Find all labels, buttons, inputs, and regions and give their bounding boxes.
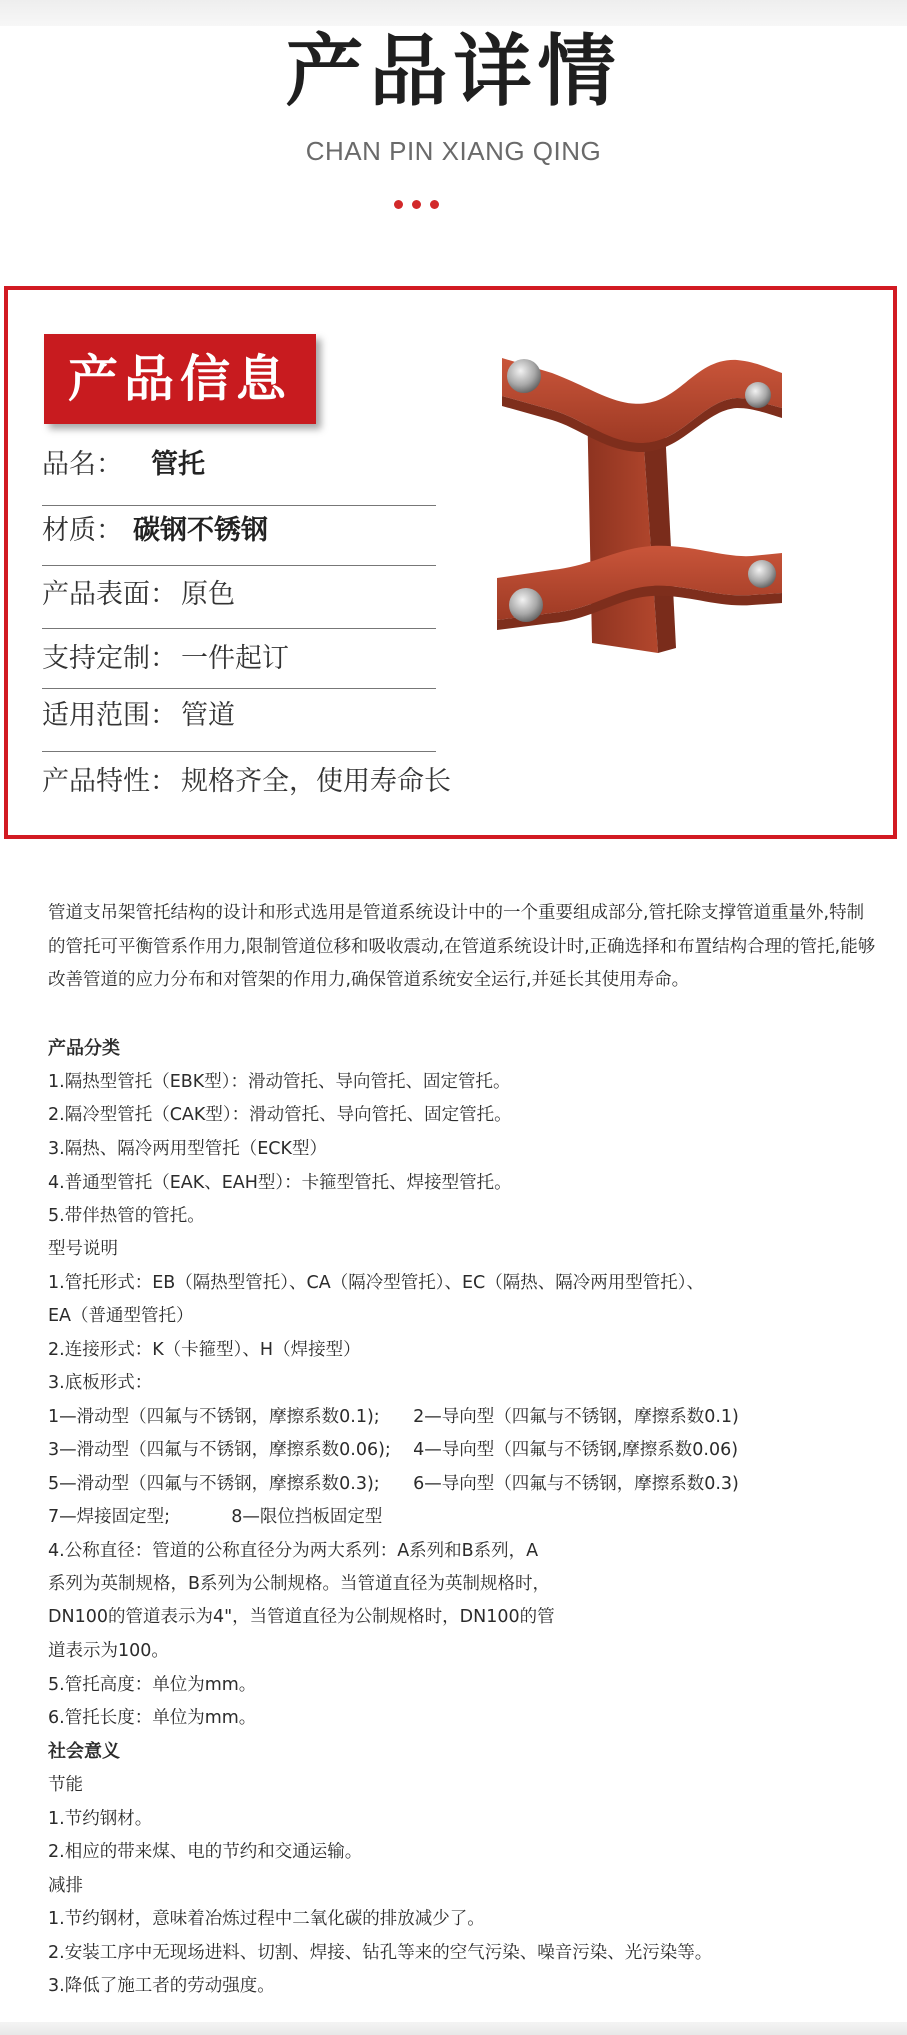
text-line: 3.底板形式： [48, 1373, 153, 1393]
text-line: 1.隔热型管托（EBK型）：滑动管托、导向管托、固定管托。 [48, 1072, 511, 1092]
text-line: 2.连接形式：K（卡箍型）、H（焊接型） [48, 1340, 361, 1360]
subheading: 节能 [48, 1775, 83, 1795]
info-row-surface [42, 575, 436, 615]
text-line: 4.普通型管托（EAK、EAH型）：卡箍型管托、焊接型管托。 [48, 1173, 512, 1193]
info-value: 管托 [151, 449, 205, 480]
text-line: 6.管托长度：单位为mm。 [48, 1708, 257, 1728]
info-label: 品名： [42, 449, 123, 480]
info-value: 原色 [181, 579, 235, 610]
info-value: 管道 [181, 700, 235, 731]
text-line: 2.隔冷型管托（CAK型）：滑动管托、导向管托、固定管托。 [48, 1105, 512, 1125]
subheading: 型号说明 [48, 1239, 118, 1259]
row-divider [42, 565, 436, 566]
decorative-dots [390, 200, 450, 212]
text-line: 5.管托高度：单位为mm。 [48, 1675, 257, 1695]
row-divider [42, 628, 436, 629]
info-row-feature [42, 762, 451, 802]
text-line: 5—滑动型（四氟与不锈钢，摩擦系数0.3); 6—导向型（四氟与不锈钢，摩擦系数0.3) [48, 1474, 739, 1494]
text-line: DN100的管道表示为4"，当管道直径为公制规格时，DN100的管 [48, 1607, 555, 1627]
info-label: 适用范围： [42, 700, 177, 731]
bottom-band [0, 2022, 907, 2035]
info-label: 材质： [42, 515, 123, 546]
row-divider [42, 751, 436, 752]
dot-icon [430, 200, 439, 209]
info-row-customization [42, 639, 436, 679]
info-value: 碳钢不锈钢 [133, 515, 268, 546]
section-heading: 社会意义 [48, 1741, 120, 1762]
info-row-scope [42, 696, 436, 736]
info-label: 支持定制： [42, 643, 177, 674]
text-line: 3.降低了施工者的劳动强度。 [48, 1976, 275, 1996]
text-line: 5.带伴热管的管托。 [48, 1206, 205, 1226]
text-line: 1.节约钢材。 [48, 1809, 153, 1829]
top-band [0, 0, 907, 26]
pipe-support-image [482, 348, 862, 748]
text-line: 2.安装工序中无现场进料、切割、焊接、钻孔等来的空气污染、噪音污染、光污染等。 [48, 1943, 713, 1963]
page-subtitle: CHAN PIN XIANG QING [305, 136, 602, 166]
bolt-icon [509, 588, 543, 622]
text-line: 3.隔热、隔冷两用型管托（ECK型） [48, 1139, 327, 1159]
row-divider [42, 505, 436, 506]
text-line: 道表示为100。 [48, 1641, 169, 1661]
bolt-icon [507, 359, 541, 393]
text-line: 7—焊接固定型; 8—限位挡板固定型 [48, 1507, 383, 1527]
product-info-badge: 产品信息 [44, 334, 316, 424]
bolt-icon [748, 560, 776, 588]
bolt-icon [745, 382, 771, 408]
dot-icon [412, 200, 421, 209]
text-line: EA（普通型管托） [48, 1306, 194, 1326]
info-label: 产品表面： [42, 579, 177, 610]
info-label: 产品特性： [42, 766, 177, 797]
info-row-name [42, 445, 436, 485]
info-row-material [42, 511, 436, 551]
text-line: 1.节约钢材，意味着冶炼过程中二氧化碳的排放减少了。 [48, 1909, 485, 1929]
text-line: 4.公称直径：管道的公称直径分为两大系列：A系列和B系列，A [48, 1541, 539, 1561]
product-description [48, 897, 878, 998]
text-line: 1.管托形式：EB（隔热型管托）、CA（隔冷型管托）、EC（隔热、隔冷两用型管托）、 [48, 1273, 704, 1293]
text-line: 2.相应的带来煤、电的节约和交通运输。 [48, 1842, 363, 1862]
page-title: 产品详情 [285, 27, 622, 117]
subheading: 减排 [48, 1876, 83, 1896]
text-line: 3—滑动型（四氟与不锈钢，摩擦系数0.06); 4—导向型（四氟与不锈钢,摩擦系数0.06) [48, 1440, 739, 1460]
intro-paragraph: 管道支吊架管托结构的设计和形式选用是管道系统设计中的一个重要组成部分,管托除支撑管道重量外,特制的管托可平衡管系作用力,限制管道位移和吸收震动,在管道系统设计时,正确选择和布置结构合理的管托,能够改善管道的应力分布和对管架的作用力,确保管道系统安全运行,并延长其使用寿命。 [48, 903, 876, 990]
text-line: 1—滑动型（四氟与不锈钢，摩擦系数0.1); 2—导向型（四氟与不锈钢，摩擦系数0.1) [48, 1407, 739, 1427]
text-line: 系列为英制规格，B系列为公制规格。当管道直径为英制规格时， [48, 1574, 551, 1594]
section-heading: 产品分类 [48, 1038, 120, 1059]
info-value: 一件起订 [181, 643, 289, 674]
dot-icon [394, 200, 403, 209]
row-divider [42, 688, 436, 689]
info-value: 规格齐全，使用寿命长 [181, 766, 451, 797]
